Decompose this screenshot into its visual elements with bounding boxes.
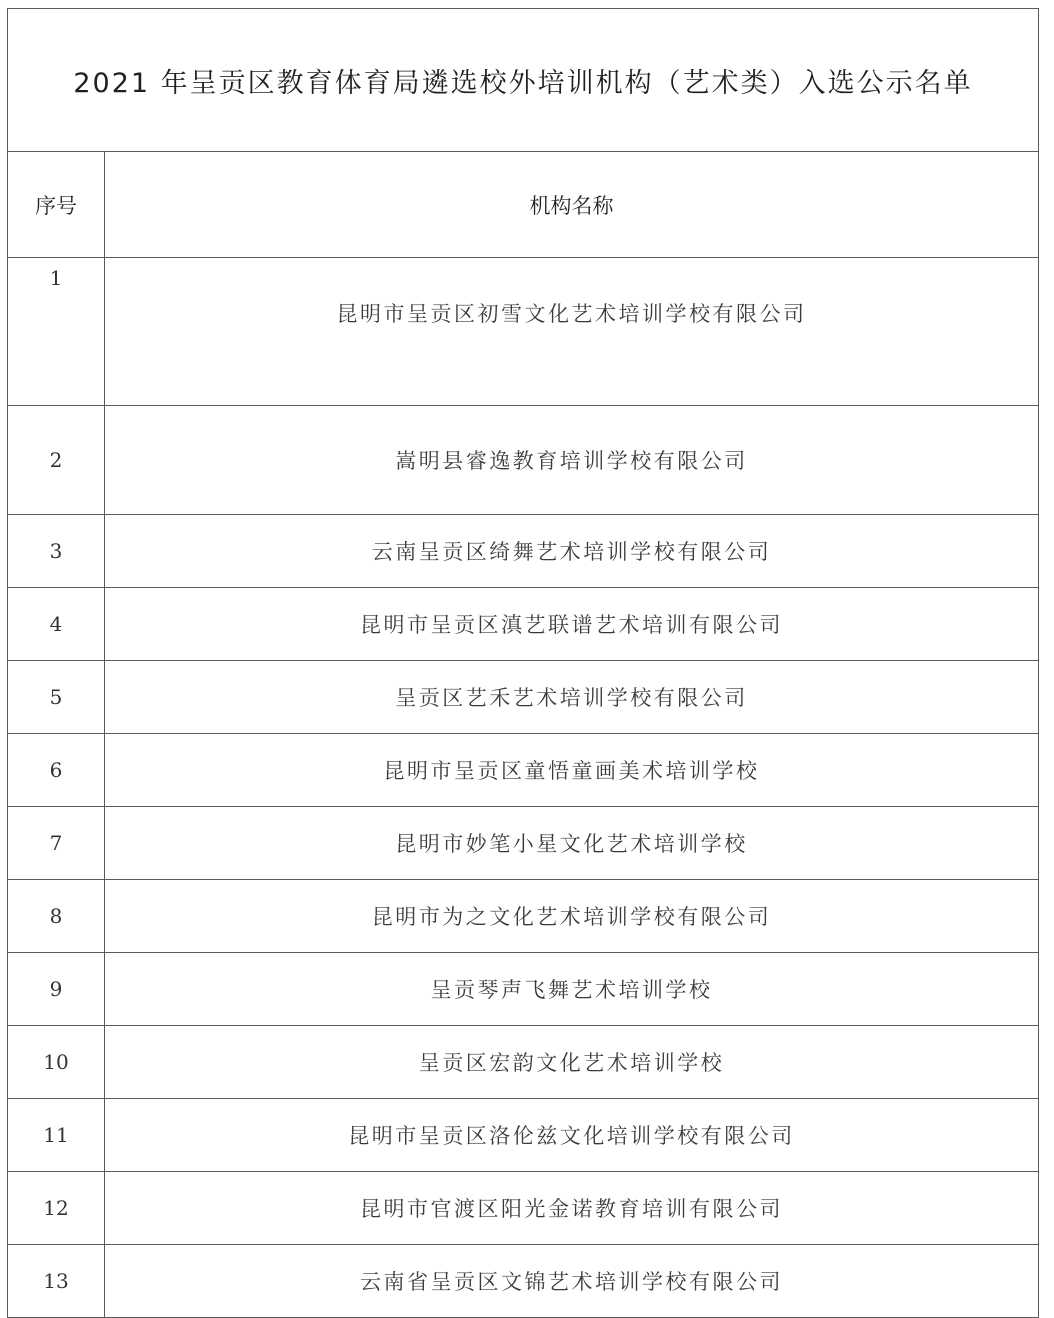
table-row xyxy=(8,1245,1039,1318)
institution-name: 嵩明县睿逸教育培训学校有限公司 xyxy=(105,406,1039,515)
selection-list-table xyxy=(7,8,1039,1318)
institution-name: 云南省呈贡区文锦艺术培训学校有限公司 xyxy=(105,1245,1039,1318)
row-index: 7 xyxy=(8,807,105,880)
row-index: 2 xyxy=(8,406,105,515)
row-index: 6 xyxy=(8,734,105,807)
institution-name: 昆明市官渡区阳光金诺教育培训有限公司 xyxy=(105,1172,1039,1245)
table-row xyxy=(8,953,1039,1026)
institution-name: 昆明市呈贡区初雪文化艺术培训学校有限公司 xyxy=(105,258,1039,406)
row-index: 12 xyxy=(8,1172,105,1245)
document-title: 2021 年呈贡区教育体育局遴选校外培训机构（艺术类）入选公示名单 xyxy=(8,9,1039,152)
column-header-name: 机构名称 xyxy=(105,152,1039,258)
table-row xyxy=(8,1172,1039,1245)
institution-name: 昆明市妙笔小星文化艺术培训学校 xyxy=(105,807,1039,880)
title-row xyxy=(8,9,1039,152)
institution-name: 呈贡区艺禾艺术培训学校有限公司 xyxy=(105,661,1039,734)
row-index: 5 xyxy=(8,661,105,734)
header-row xyxy=(8,152,1039,258)
table-row xyxy=(8,734,1039,807)
row-index: 3 xyxy=(8,515,105,588)
table-row xyxy=(8,1026,1039,1099)
row-index: 9 xyxy=(8,953,105,1026)
institution-name: 呈贡琴声飞舞艺术培训学校 xyxy=(105,953,1039,1026)
row-index: 13 xyxy=(8,1245,105,1318)
table-row xyxy=(8,515,1039,588)
table-row xyxy=(8,258,1039,406)
document-sheet xyxy=(7,8,1038,1318)
row-index: 4 xyxy=(8,588,105,661)
institution-name: 云南呈贡区绮舞艺术培训学校有限公司 xyxy=(105,515,1039,588)
table-row xyxy=(8,1099,1039,1172)
row-index: 11 xyxy=(8,1099,105,1172)
institution-name: 昆明市呈贡区童悟童画美术培训学校 xyxy=(105,734,1039,807)
institution-name: 昆明市呈贡区洛伦兹文化培训学校有限公司 xyxy=(105,1099,1039,1172)
table-row xyxy=(8,661,1039,734)
table-row xyxy=(8,406,1039,515)
row-index: 1 xyxy=(8,258,105,406)
table-row xyxy=(8,588,1039,661)
institution-name: 昆明市为之文化艺术培训学校有限公司 xyxy=(105,880,1039,953)
table-row xyxy=(8,807,1039,880)
institution-name: 昆明市呈贡区滇艺联谱艺术培训有限公司 xyxy=(105,588,1039,661)
row-index: 10 xyxy=(8,1026,105,1099)
column-header-index: 序号 xyxy=(8,152,105,258)
table-row xyxy=(8,880,1039,953)
institution-name: 呈贡区宏韵文化艺术培训学校 xyxy=(105,1026,1039,1099)
row-index: 8 xyxy=(8,880,105,953)
